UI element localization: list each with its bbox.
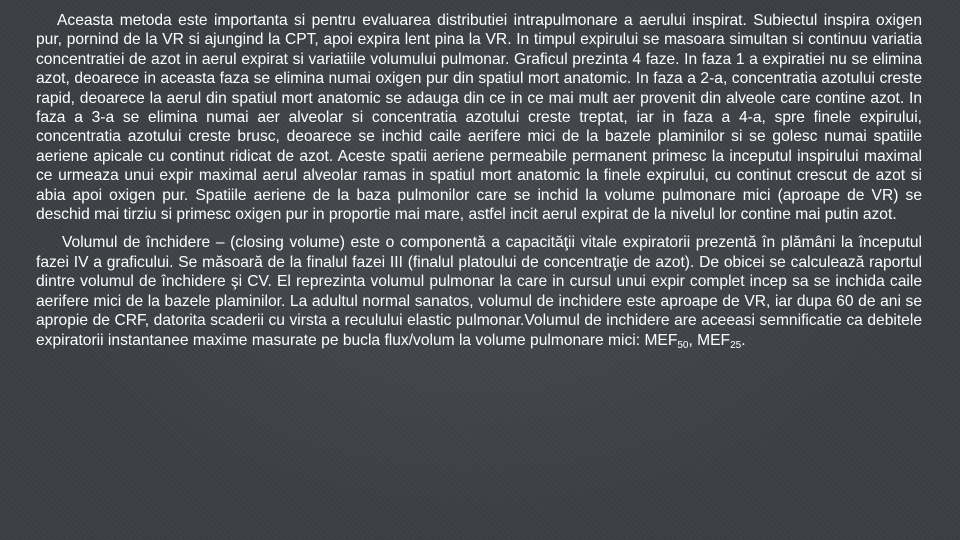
mef-separator: , — [688, 331, 698, 349]
end-punctuation: . — [741, 331, 746, 349]
mef25-subscript: 25 — [730, 339, 742, 351]
closing-volume-term: Volumul de închidere — [62, 234, 211, 252]
mef50-label: MEF — [644, 331, 678, 349]
mef25-label: MEF — [697, 331, 731, 349]
paragraph-closing-volume — [36, 233, 922, 349]
mef50-subscript: 50 — [677, 339, 689, 351]
paragraph-nitrogen-washout: Aceasta metoda este importanta si pentru evaluarea distributiei intrapulmonare a aerului inspirat. Subiectul inspira oxigen pur, pornind de la VR si ajungind la CPT, apoi expira lent pina la VR. In timpul expirului se masoara simultan si continuu variatia concentratiei de azot in aerul expirat si variatiile volumului pulmonar. Graficul prezinta 4 faze. In faza 1 a expiratiei nu se elimina azot, deoarece in aceasta faza se elimina numai oxigen pur din spatiul mort anatomic. In faza a 2-a, concentratia azotului creste rapid, deoarece la aerul din spatiul mort anatomic se adauga din ce in ce mai mult aer provenit din alveole care contine azot. In faza a 3-a se elimina numai aer alveolar si concentratia azotului creste treptat, iar in faza a 4-a, spre finele expirului, concentratia azotului creste brusc, deoarece se inchid caile aerifere mici de la bazele plaminilor si se golesc numai spatiile aeriene apicale cu continut ridicat de azot. Aceste spatii aeriene permeabile permanent primesc la inceputul inspirului maximal ce urmeaza unui expir maximal aerul alveolar ramas in spatiul mort anatomic la finele expirului, cu continut crescut de azot si abia apoi oxigen pur. Spatiile aeriene de la baza pulmonilor care se inchid la volume pulmonare mici (aproape de VR) se deschid mai tirziu si primesc oxigen pur in proportie mai mare, astfel incit aerul expirat de la nivelul lor contine mai putin azot. — [36, 12, 922, 224]
closing-volume-definition: – (closing volume) este o componentă a capacităţii vitale expiratorii prezentă în plămâni la începutul fazei IV a graficului. Se măsoară de la finalul fazei III (finalul platoului de concentraţie de azot). De obicei se calculează raportul dintre volumul de închidere şi CV. El reprezinta volumul pulmonar la care in cursul unui expir complet incep sa se inchida caile aerifere mici de la bazele plaminilor. La adultul normal sanatos, volumul de inchidere este aproape de VR, iar dupa 60 de ani se apropie de CRF, datorita scaderii cu virsta a reculului elastic pulmonar.Volumul de inchidere are aceeasi semnificatie ca debitele expiratorii instantanee maxime masurate pe bucla flux/volum la volume pulmonare mici: — [36, 234, 922, 349]
